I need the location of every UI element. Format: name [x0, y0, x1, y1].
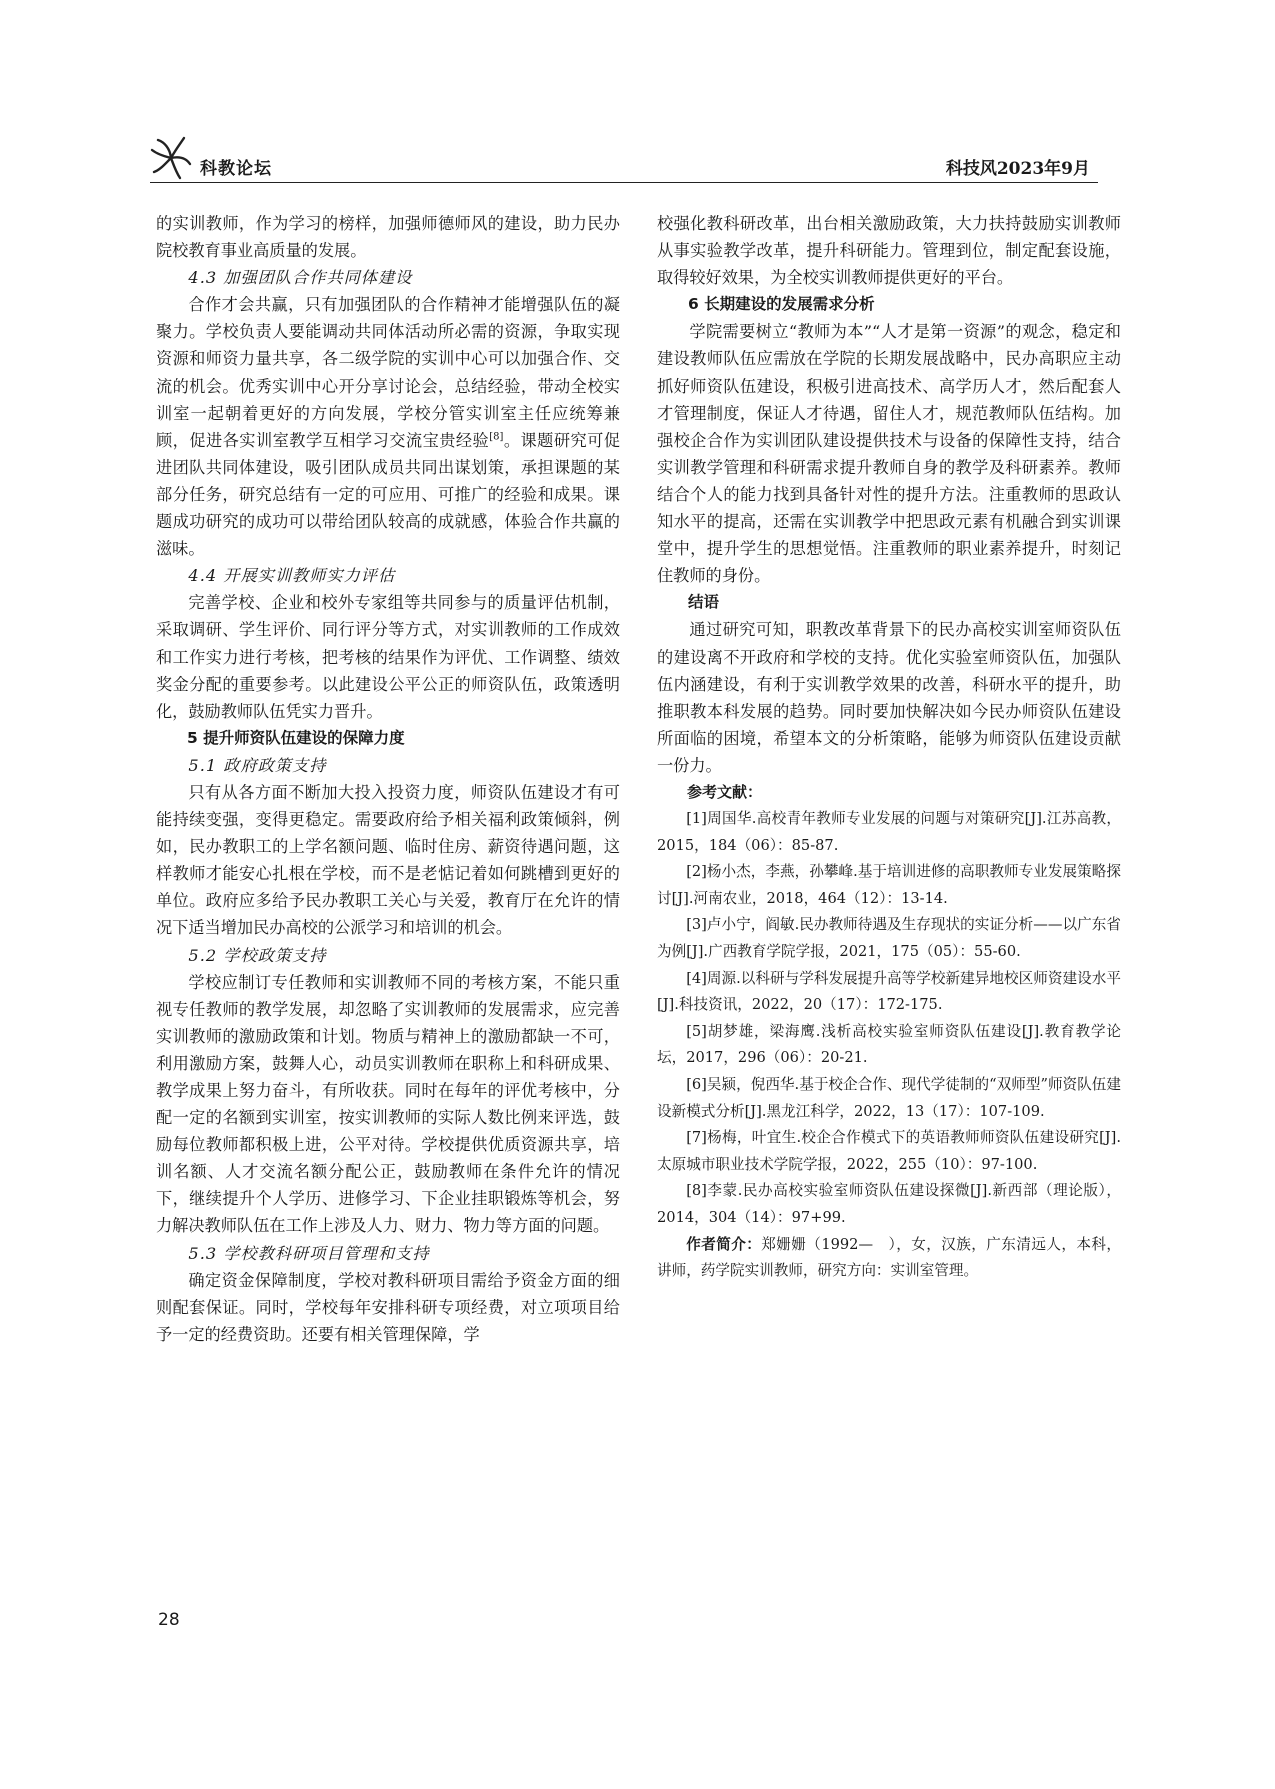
- journal-issue: 科技风2023年9月: [945, 159, 1090, 179]
- subsection-heading-5-2: 5.2 学校政策支持: [188, 945, 327, 965]
- reference-item: [6]吴颍，倪西华.基于校企合作、现代学徒制的“双师型”师资队伍建设新模式分析[J].黑龙江科学，2022，13（17）：107-109.: [657, 1076, 1121, 1120]
- author-bio-label: 作者简介：: [686, 1235, 762, 1253]
- subsection-heading-4-3: 4.3 加强团队合作共同体建设: [188, 268, 413, 288]
- reference-list: [657, 806, 1121, 1285]
- author-bio-text: 郑姗姗（1992— ），女，汉族，广东清远人，本科，讲师，药学院实训教师，研究方向：实训室管理。: [657, 1235, 1121, 1280]
- page-header: [150, 148, 1098, 188]
- citation[interactable]: [8]: [489, 431, 504, 443]
- subsection-heading-5-1: 5.1 政府政策支持: [188, 755, 327, 775]
- journal-logo-icon: [150, 134, 192, 180]
- subsection-heading-4-4: 4.4 开展实训教师实力评估: [188, 566, 396, 586]
- paragraph: 的实训教师，作为学习的榜样，加强师德师风的建设，助力民办院校教育事业高质量的发展。: [156, 214, 620, 261]
- paragraph-5-2: 学校应制订专任教师和实训教师不同的考核方案，不能只重视专任教师的教学发展，却忽略了实训教师的发展需求，应完善实训教师的激励政策和计划。物质与精神上的激励都缺一不可，利用激励方案，鼓舞人心，动员实训教师在职称上和科研成果、教学成果上努力奋斗，有所收获。同时在每年的评优考核中，分配一定的名额到实训室，按实训教师的实际人数比例来评选，鼓励每位教师都积极上进，公平对待。学校提供优质资源共享，培训名额、人才交流名额分配公正，鼓励教师在条件允许的情况下，继续提升个人学历、进修学习、下企业挂职锻炼等机会，努力解决教师队伍在工作上涉及人力、财力、物力等方面的问题。: [156, 972, 620, 1236]
- conclusion-paragraph: 通过研究可知，职教改革背景下的民办高校实训室师资队伍的建设离不开政府和学校的支持。优化实验室师资队伍，加强队伍内涵建设，有利于实训教学效果的改善，科研水平的提升，助推职教本科发展的趋势。同时要加快解决如今民办师资队伍建设所面临的困境，希望本文的分析策略，能够为师资队伍建设贡献一份力。: [657, 620, 1121, 775]
- page-number: 28: [158, 1610, 180, 1630]
- section-title: 科教论坛: [200, 159, 272, 179]
- section-heading-6: 6 长期建设的发展需求分析: [688, 295, 875, 314]
- paragraph-text: 。课题研究可促进团队共同体建设，吸引团队成员共同出谋划策，承担课题的某部分任务，研究总结有一定的可应用、可推广的经验和成果。课题成功研究的成功可以带给团队较高的成就感，体验合作共赢的滋味。: [156, 430, 621, 559]
- left-column: [156, 210, 620, 1348]
- paragraph-4-4: 完善学校、企业和校外专家组等共同参与的质量评估机制，采取调研、学生评价、同行评分等方式，对实训教师的工作成效和工作实力进行考核，把考核的结果作为评优、工作调整、绩效奖金分配的重要参考。以此建设公平公正的师资队伍，政策透明化，鼓励教师队伍凭实力晋升。: [156, 593, 620, 721]
- reference-item: [7]杨梅，叶宜生.校企合作模式下的英语教师师资队伍建设研究[J].太原城市职业技术学院学报，2022，255（10）：97-100.: [657, 1129, 1121, 1173]
- paragraph-text: 合作才会共赢，只有加强团队的合作精神才能增强队伍的凝聚力。学校负责人要能调动共同体活动所必需的资源，争取实现资源和师资力量共享，各二级学院的实训中心可以加强合作、交流的机会。优秀实训中心开分享讨论会，总结经验，带动全校实训室一起朝着更好的方向发展，学校分管实训室主任应统筹兼顾，促进各实训室教学互相学习交流宝贵经验: [156, 295, 620, 450]
- reference-item: [4]周源.以科研与学科发展提升高等学校新建异地校区师资建设水平[J].科技资讯，2022，20（17）：172-175.: [657, 969, 1121, 1014]
- references-heading: 参考文献：: [687, 782, 763, 801]
- subsection-heading-5-3: 5.3 学校教科研项目管理和支持: [188, 1243, 430, 1263]
- right-column: [657, 210, 1121, 1285]
- header-rule: [150, 182, 1098, 183]
- paragraph: 校强化教科研改革，出台相关激励政策，大力扶持鼓励实训教师从事实验教学改革，提升科研能力。管理到位，制定配套设施，取得较好效果，为全校实训教师提供更好的平台。: [657, 214, 1121, 288]
- reference-item: [2]杨小杰，李燕，孙攀峰.基于培训进修的高职教师专业发展策略探讨[J].河南农业，2018，464（12）：13-14.: [657, 863, 1121, 907]
- reference-item: [3]卢小宁，阎敏.民办教师待遇及生存现状的实证分析——以广东省为例[J].广西教育学院学报，2021，175（05）：55-60.: [657, 916, 1121, 961]
- paragraph-5-1: 只有从各方面不断加大投入投资力度，师资队伍建设才有可能持续变强，变得更稳定。需要政府给予相关福利政策倾斜，例如，民办教职工的上学名额问题、临时住房、薪资待遇问题，这样教师才能安心扎根在学校，而不是老惦记着如何跳槽到更好的单位。政府应多给予民办教职工关心与关爱，教育厅在允许的情况下适当增加民办高校的公派学习和培训的机会。: [156, 782, 620, 938]
- section-heading-5: 5 提升师资队伍建设的保障力度: [187, 728, 405, 747]
- author-bio: [657, 1232, 1121, 1285]
- paragraph-5-3: 确定资金保障制度，学校对教科研项目需给予资金方面的细则配套保证。同时，学校每年安排科研专项经费，对立项项目给予一定的经费资助。还要有相关管理保障，学: [156, 1270, 620, 1344]
- reference-item: [5]胡梦雄，梁海鹰.浅析高校实验室师资队伍建设[J].教育教学论坛，2017，296（06）：20-21.: [657, 1022, 1121, 1067]
- reference-item: [1]周国华.高校青年教师专业发展的问题与对策研究[J].江苏高教，2015，184（06）：85-87.: [657, 810, 1121, 854]
- paragraph-6: 学院需要树立“教师为本”“人才是第一资源”的观念，稳定和建设教师队伍应需放在学院的长期发展战略中，民办高职应主动抓好师资队伍建设，积极引进高技术、高学历人才，然后配套人才管理制度，保证人才待遇，留住人才，规范教师队伍结构。加强校企合作为实训团队建设提供技术与设备的保障性支持，结合实训教学管理和科研需求提升教师自身的教学及科研素养。教师结合个人的能力找到具备针对性的提升方法。注重教师的思政认知水平的提高，还需在实训教学中把思政元素有机融合到实训课堂中，提升学生的思想觉悟。注重教师的职业素养提升，时刻记住教师的身份。: [657, 322, 1121, 586]
- paragraph-4-3: [156, 291, 620, 562]
- reference-item: [8]李蒙.民办高校实验室师资队伍建设探微[J].新西部（理论版），2014，304（14）：97+99.: [657, 1182, 1121, 1226]
- conclusion-heading: 结语: [688, 593, 720, 612]
